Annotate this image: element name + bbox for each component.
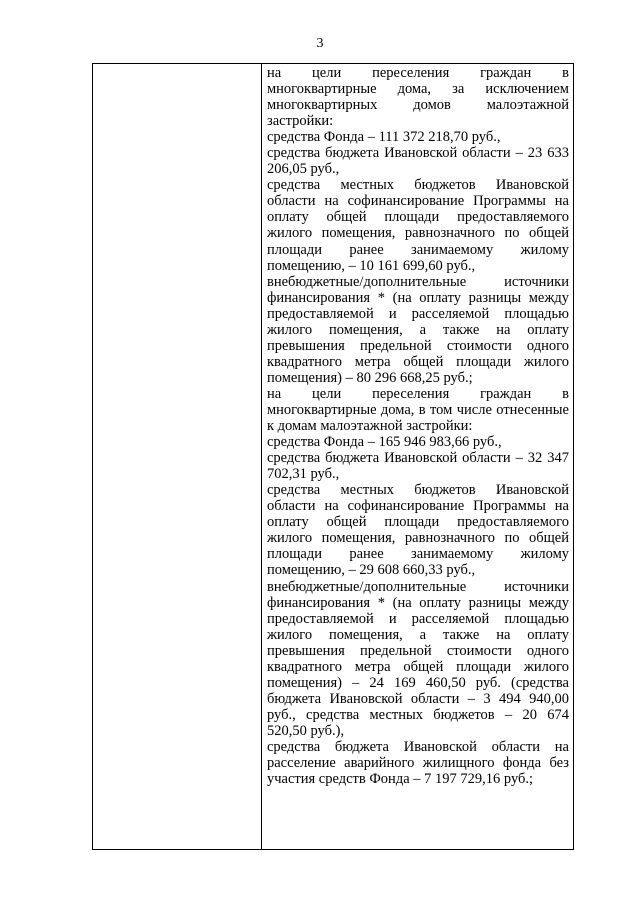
paragraph-target-including-low-rise: на цели переселения граждан в многоквартирные дома, в том числе отнесенные к домам малоэтажной застройки: [267, 385, 569, 435]
paragraph-target-excluding-low-rise: на цели переселения граждан в многоквартирные дома, за исключением многоквартирных домов малоэтажной застройки: [267, 65, 569, 130]
paragraph-regional-budget-without-fund: средства бюджета Ивановской области на расселение аварийного жилищного фонда без участия средств Фонда – 7 197 729,16 руб.; [267, 738, 569, 788]
paragraph-fund-amount-2: средства Фонда – 165 946 983,66 руб., [267, 434, 502, 451]
paragraph-regional-budget-1: средства бюджета Ивановской области – 23 633 206,05 руб., [267, 145, 569, 178]
paragraph-local-budgets-1: средства местных бюджетов Ивановской области на софинансирование Программы на оплату общей площади предоставляемого жилого помещения, равнозначного по общей площади ранее занимаемому жилому помещению, – 10 161 699,60 руб., [267, 177, 569, 274]
paragraph-regional-budget-2: средства бюджета Ивановской области – 32 347 702,31 руб., [267, 450, 569, 483]
table-left-cell [93, 64, 261, 849]
document-table [92, 63, 574, 850]
table-right-cell [262, 64, 574, 787]
page-number: 3 [316, 36, 324, 51]
paragraph-fund-amount-1: средства Фонда – 111 372 218,70 руб., [267, 129, 501, 146]
paragraph-extrabudgetary-1: внебюджетные/дополнительные источники финансирования * (на оплату разницы между предоставляемой и расселяемой площадью жилого помещения, а также на оплату превышения предельной стоимости одного квадратного метра общей площади жилого помещения) – 80 296 668,25 руб.; [267, 273, 569, 386]
paragraph-local-budgets-2: средства местных бюджетов Ивановской области на софинансирование Программы на оплату общей площади предоставляемого жилого помещения, равнозначного по общей площади ранее занимаемому жилому помещению, – 29 608 660,33 руб., [267, 482, 569, 579]
paragraph-extrabudgetary-2: внебюджетные/дополнительные источники финансирования * (на оплату разницы между предоставляемой и расселяемой площадью жилого помещения, а также на оплату превышения предельной стоимости одного квадратного метра общей площади жилого помещения) – 24 169 460,50 руб. (средства бюджета Ивановской области – 3 494 940,00 руб., средства местных бюджетов – 20 674 520,50 руб.), [267, 578, 569, 739]
